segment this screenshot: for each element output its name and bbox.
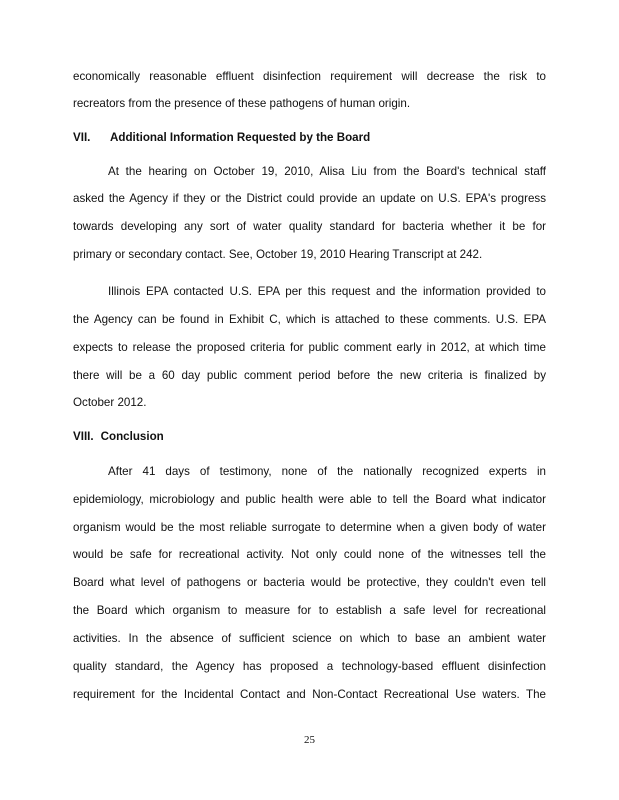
page-number: 25 — [304, 734, 315, 746]
text-line: there will be a 60 day public comment period before the new criteria is finalized by — [73, 369, 546, 382]
text-line: asked the Agency if they or the District could provide an update on U.S. EPA's progress — [73, 192, 546, 205]
text-line: October 2012. — [73, 396, 147, 409]
text-line: towards developing any sort of water quality standard for bacteria whether it be for — [73, 220, 546, 233]
section-title: Additional Information Requested by the Board — [110, 131, 371, 144]
text-line: recreators from the presence of these pathogens of human origin. — [73, 97, 411, 110]
section-heading-vii — [73, 131, 370, 145]
text-line: primary or secondary contact. See, October 19, 2010 Hearing Transcript at 242. — [73, 248, 483, 261]
section-number: VII. — [73, 131, 91, 144]
text-line: epidemiology, microbiology and public health were able to tell the Board what indicator — [73, 493, 546, 506]
text-line: After 41 days of testimony, none of the nationally recognized experts in — [108, 465, 546, 478]
text-line: organism would be the most reliable surrogate to determine when a given body of water — [73, 521, 546, 534]
text-line: expects to release the proposed criteria for public comment early in 2012, at which time — [73, 341, 546, 354]
text-line: At the hearing on October 19, 2010, Alisa Liu from the Board's technical staff — [108, 165, 546, 178]
text-line: the Board which organism to measure for to establish a safe level for recreational — [73, 604, 546, 617]
section-heading-viii — [73, 430, 164, 444]
section-number: VIII. — [73, 430, 94, 443]
text-line: Board what level of pathogens or bacteria would be protective, they couldn't even tell — [73, 576, 546, 589]
text-line: requirement for the Incidental Contact and Non-Contact Recreational Use waters. The — [73, 688, 546, 701]
text-line: quality standard, the Agency has proposed a technology-based effluent disinfection — [73, 660, 546, 673]
text-line: the Agency can be found in Exhibit C, which is attached to these comments. U.S. EPA — [73, 313, 546, 326]
section-title: Conclusion — [100, 430, 164, 443]
text-line: would be safe for recreational activity. Not only could none of the witnesses tell the — [73, 548, 546, 561]
text-line: economically reasonable effluent disinfection requirement will decrease the risk to — [73, 70, 546, 83]
text-line: activities. In the absence of sufficient science on which to base an ambient water — [73, 632, 546, 645]
text-line: Illinois EPA contacted U.S. EPA per this request and the information provided to — [108, 285, 546, 298]
